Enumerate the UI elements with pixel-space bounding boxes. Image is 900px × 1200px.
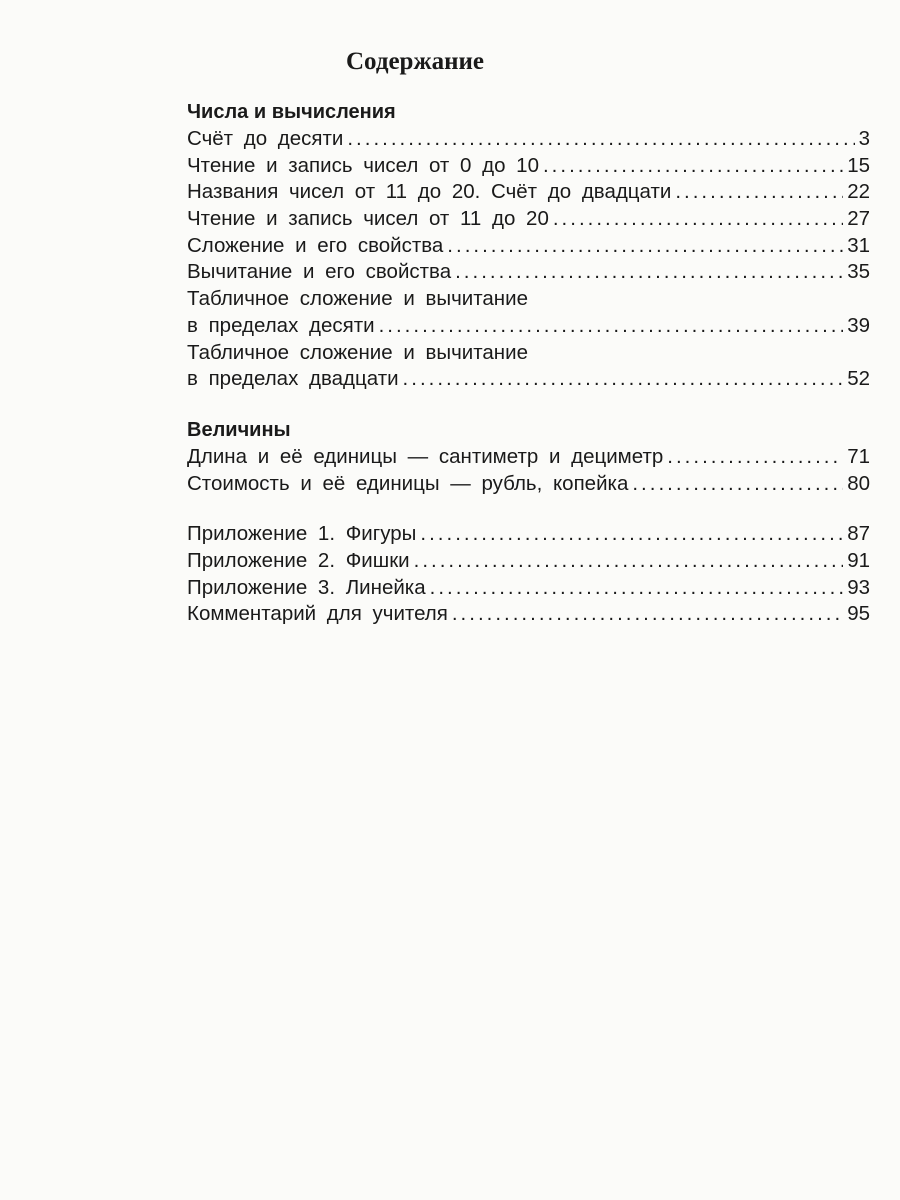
dot-leader — [675, 179, 843, 206]
dot-leader — [632, 471, 843, 498]
entry-label: Комментарий для учителя — [187, 602, 448, 626]
entry-label: в пределах двадцати — [187, 367, 399, 391]
page-number: 27 — [847, 207, 870, 231]
dot-leader — [420, 521, 843, 548]
entry-label: Чтение и запись чисел от 0 до 10 — [187, 153, 539, 177]
dot-leader — [455, 259, 843, 286]
dot-leader — [403, 366, 844, 393]
dot-leader — [452, 601, 843, 628]
toc-entry — [187, 601, 870, 628]
dot-leader — [447, 233, 843, 260]
toc-entry — [187, 126, 870, 153]
page-number: 93 — [847, 575, 870, 599]
entry-label: Стоимость и её единицы — рубль, копейка — [187, 471, 629, 495]
toc-entry — [187, 206, 870, 233]
dot-leader — [553, 206, 843, 233]
dot-leader — [667, 444, 843, 471]
page-number: 95 — [847, 602, 870, 626]
page-number: 22 — [847, 180, 870, 204]
section-heading: Величины — [187, 418, 291, 441]
entry-label: Приложение 3. Линейка — [187, 575, 426, 599]
toc-entry — [187, 313, 870, 340]
dot-leader — [430, 575, 844, 602]
toc-entry — [187, 153, 870, 180]
toc-entry — [187, 471, 870, 498]
toc-entry — [187, 259, 870, 286]
entry-label: в пределах десяти — [187, 313, 375, 337]
dot-leader — [414, 548, 844, 575]
page-number: 3 — [858, 127, 870, 150]
section-heading: Числа и вычисления — [187, 101, 396, 123]
page-number: 52 — [847, 367, 870, 391]
entry-label: Чтение и запись чисел от 11 до 20 — [187, 207, 549, 231]
dot-leader — [379, 313, 844, 340]
page-number: 80 — [847, 471, 870, 495]
entry-label-line1: Табличное сложение и вычитание — [187, 340, 528, 364]
page-number: 15 — [847, 153, 870, 177]
entry-label: Длина и её единицы — сантиметр и дециметр — [187, 444, 664, 468]
entry-label: Вычитание и его свойства — [187, 260, 452, 284]
page-number: 31 — [847, 233, 870, 257]
toc-entry — [187, 548, 870, 575]
page-number: 35 — [847, 260, 870, 284]
entry-label: Приложение 2. Фишки — [187, 548, 410, 572]
entry-label-line1: Табличное сложение и вычитание — [187, 287, 528, 311]
page-number: 91 — [847, 548, 870, 572]
toc-entry — [187, 233, 870, 260]
toc-entry — [187, 366, 870, 393]
entry-label: Названия чисел от 11 до 20. Счёт до двадцати — [187, 180, 672, 204]
toc-entry — [187, 179, 870, 206]
toc-entry — [187, 521, 870, 548]
page-title: Содержание — [345, 48, 484, 75]
page-number: 71 — [847, 444, 870, 468]
page-number: 87 — [847, 522, 870, 546]
dot-leader — [543, 153, 843, 180]
entry-label: Приложение 1. Фигуры — [187, 522, 417, 546]
toc-entry — [187, 575, 870, 602]
dot-leader — [347, 126, 854, 153]
table-of-contents — [187, 99, 870, 628]
entry-label: Сложение и его свойства — [187, 233, 444, 257]
toc-entry — [187, 444, 870, 471]
page-number: 39 — [847, 313, 870, 337]
entry-label: Счёт до десяти — [187, 127, 344, 150]
